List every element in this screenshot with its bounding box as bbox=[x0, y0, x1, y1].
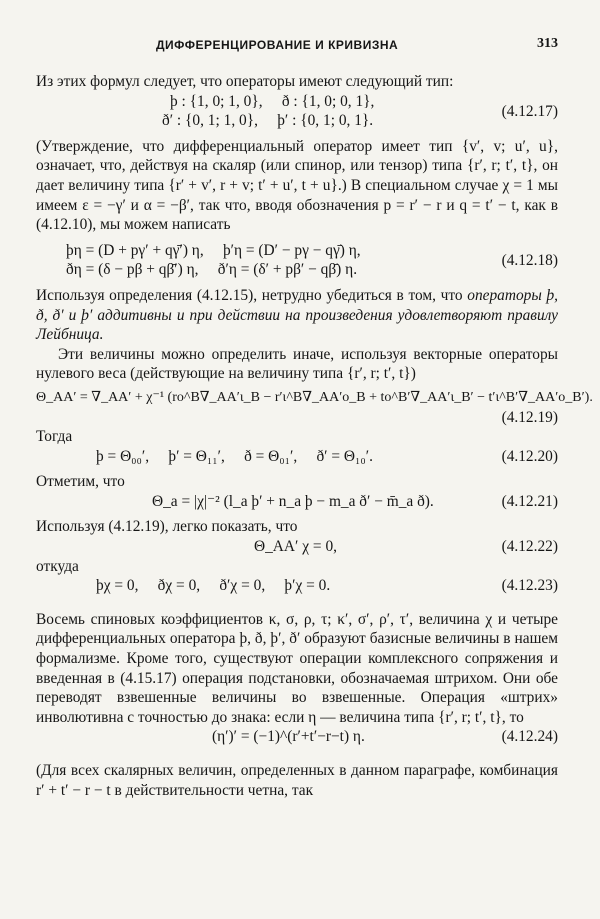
equation-4-12-18 bbox=[36, 241, 558, 280]
page bbox=[36, 30, 593, 800]
paragraph-vector-operators: Эти величины можно определить иначе, используя векторные операторы нулевого веса (действующие на величину типа {r′, r; t′, t}) bbox=[36, 345, 558, 383]
equation-line: þ = Θ₀₀′, þ′ = Θ₁₁′, ð = Θ₀₁′, ð′ = Θ₁₀′. bbox=[96, 447, 373, 465]
running-head-title: ДИФФЕРЕНЦИРОВАНИЕ И КРИВИЗНА bbox=[156, 38, 399, 52]
equation-number: (4.12.18) bbox=[501, 251, 558, 269]
equation-4-12-19 bbox=[36, 388, 593, 427]
equation-line: Θ_AA′ = ∇_AA′ + χ⁻¹ (ro^B∇_AA′ι_B − r′ι^B∇_AA′o_B + to^B′∇_AA′ι_B′ − t′ι^B′∇_AA′o_B′). bbox=[36, 389, 593, 405]
equation-number: (4.12.21) bbox=[501, 492, 558, 510]
equation-4-12-23 bbox=[36, 576, 558, 596]
running-header bbox=[36, 30, 558, 52]
equation-line: Θ_AA′ χ = 0, bbox=[254, 538, 338, 556]
equation-number: (4.12.19) bbox=[501, 408, 558, 426]
equation-line: þη = (D + pγ′ + qγ̄′) η, þ′η = (D′ − pγ − qγ̄) η, bbox=[66, 241, 361, 259]
equation-number: (4.12.22) bbox=[501, 538, 558, 556]
equation-line: þ : {1, 0; 1, 0}, ð : {1, 0; 0, 1}, bbox=[170, 92, 375, 110]
paragraph-leibniz bbox=[36, 286, 558, 345]
paragraph-note: Отметим, что bbox=[36, 473, 125, 491]
equation-number: (4.12.24) bbox=[501, 728, 558, 746]
equation-4-12-22 bbox=[36, 537, 558, 557]
paragraph-scalar-parity: (Для всех скалярных величин, определенных в данном параграфе, комбинация r′ + t′ − r − t в действительности четна, так bbox=[36, 762, 558, 799]
paragraph-using: Используя (4.12.19), легко показать, что bbox=[36, 518, 298, 536]
equation-line: ðη = (δ − pβ + qβ̄′) η, ð′η = (δ′ + pβ′ − qβ̄) η. bbox=[66, 261, 358, 279]
equation-4-12-17 bbox=[36, 92, 558, 131]
equation-4-12-21 bbox=[36, 492, 558, 512]
equation-line: þχ = 0, ðχ = 0, ð′χ = 0, þ′χ = 0. bbox=[96, 577, 331, 595]
equation-4-12-24 bbox=[36, 727, 558, 747]
equation-number: (4.12.17) bbox=[501, 102, 558, 120]
paragraph-spin-coefficients: Восемь спиновых коэффициентов κ, σ, ρ, τ; κ′, σ′, ρ′, τ′, величина χ и четыре дифференциальных оператора þ, ð, þ′, ð′ образуют базисные величины в нашем формализме. Кроме того, существуют операции комплексного сопряжения и введенная в (4.15.17) операция подстановки, обозначаемая штрихом. Они обе переводят взвешенные величины во взвешенные. Операция «штрих» инволютивна с точностью до знака: если η — величина типа {r′, r; t′, t}, то bbox=[36, 610, 558, 726]
paragraph-operator-type: (Утверждение, что дифференциальный оператор имеет тип {v′, v; u′, u}, означает, что, действуя на скаляр (или спинор, или тензор) типа {r′, r; t′, t}, он дает величину типа {r′ + v′, r + v; t′ + u′, t + u}.) В специальном случае χ = 1 мы имеем ε = −γ′ и α = −β′, так что, вводя обозначения p = r′ − r и q = t′ − t, как в (4.12.10), мы можем написать bbox=[36, 137, 558, 234]
italic-statement: операторы þ, ð, ð′ и þ′ аддитивны и при действии на произведения удовлетворяют правилу Лейбница. bbox=[36, 286, 558, 344]
equation-number: (4.12.23) bbox=[501, 577, 558, 595]
paragraph-type-intro: Из этих формул следует, что операторы имеют следующий тип: bbox=[36, 73, 454, 90]
paragraph-then: Тогда bbox=[36, 428, 73, 446]
equation-line: ð′ : {0, 1; 1, 0}, þ′ : {0, 1; 0, 1}. bbox=[162, 112, 374, 130]
page-number: 313 bbox=[537, 36, 558, 51]
equation-4-12-20 bbox=[36, 447, 558, 467]
equation-line: (η′)′ = (−1)^(r′+t′−r−t) η. bbox=[212, 728, 365, 746]
paragraph-whence: откуда bbox=[36, 557, 79, 575]
equation-line: Θ_a = |χ|⁻² (l_a þ′ + n_a þ − m_a ð′ − m̄_a ð). bbox=[152, 492, 434, 510]
equation-number: (4.12.20) bbox=[501, 447, 558, 465]
paragraph-text: Используя определения (4.12.15), нетрудно убедиться в том, что bbox=[36, 286, 468, 304]
